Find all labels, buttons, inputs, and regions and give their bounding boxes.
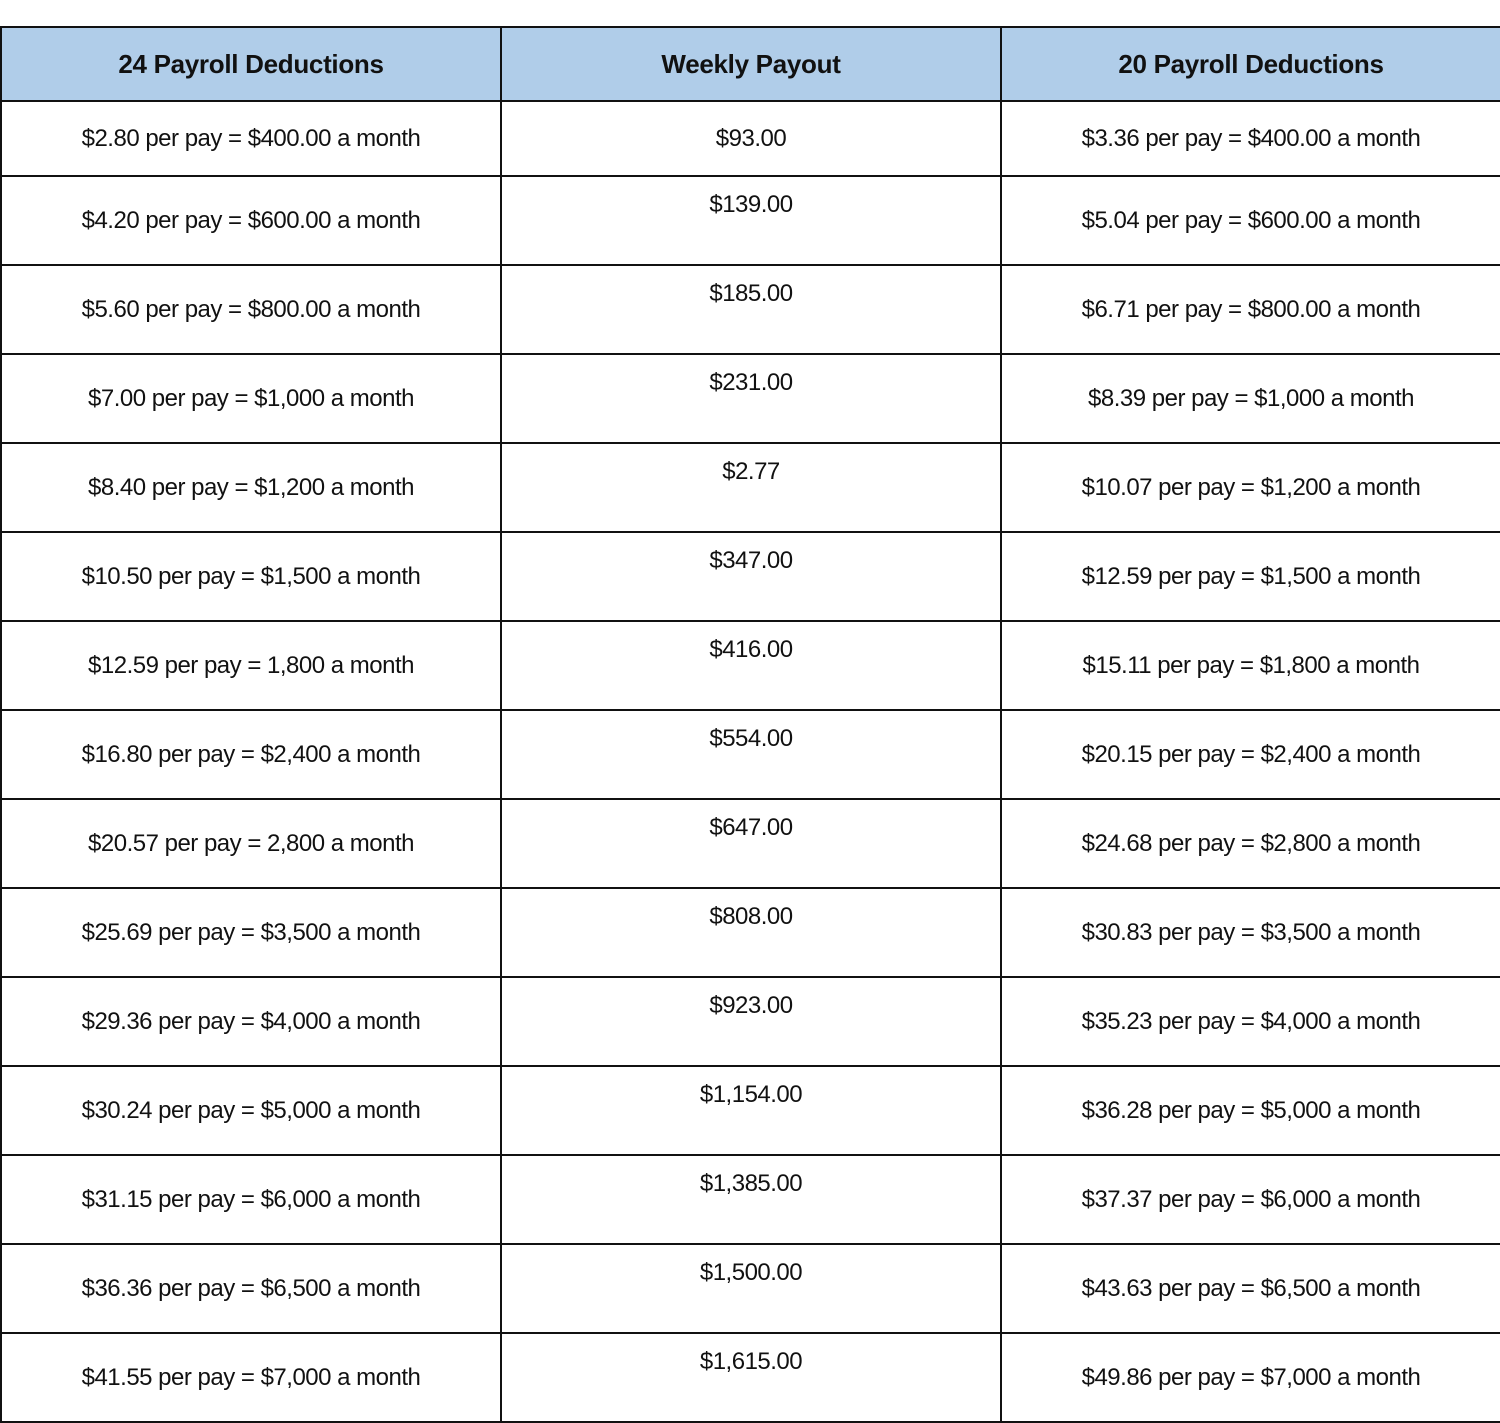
table-header-row <box>1 27 1500 101</box>
cell-weekly-payout: $808.00 <box>501 888 1001 977</box>
cell-24-deductions: $4.20 per pay = $600.00 a month <box>1 176 501 265</box>
cell-24-deductions: $10.50 per pay = $1,500 a month <box>1 532 501 621</box>
cell-24-deductions: $20.57 per pay = 2,800 a month <box>1 799 501 888</box>
cell-24-deductions: $12.59 per pay = 1,800 a month <box>1 621 501 710</box>
cell-24-deductions: $31.15 per pay = $6,000 a month <box>1 1155 501 1244</box>
table-row <box>1 710 1500 799</box>
header-weekly-payout: Weekly Payout <box>501 27 1001 101</box>
table-row <box>1 1155 1500 1244</box>
cell-24-deductions: $25.69 per pay = $3,500 a month <box>1 888 501 977</box>
cell-24-deductions: $41.55 per pay = $7,000 a month <box>1 1333 501 1422</box>
table-body <box>1 101 1500 1422</box>
cell-weekly-payout: $185.00 <box>501 265 1001 354</box>
table-row <box>1 176 1500 265</box>
cell-20-deductions: $15.11 per pay = $1,800 a month <box>1001 621 1500 710</box>
payroll-table-container <box>0 26 1500 1423</box>
cell-weekly-payout: $1,385.00 <box>501 1155 1001 1244</box>
table-row <box>1 621 1500 710</box>
cell-20-deductions: $20.15 per pay = $2,400 a month <box>1001 710 1500 799</box>
cell-weekly-payout: $1,615.00 <box>501 1333 1001 1422</box>
cell-20-deductions: $3.36 per pay = $400.00 a month <box>1001 101 1500 176</box>
table-row <box>1 888 1500 977</box>
cell-24-deductions: $36.36 per pay = $6,500 a month <box>1 1244 501 1333</box>
table-row <box>1 265 1500 354</box>
cell-20-deductions: $36.28 per pay = $5,000 a month <box>1001 1066 1500 1155</box>
cell-weekly-payout: $416.00 <box>501 621 1001 710</box>
header-24-payroll-deductions: 24 Payroll Deductions <box>1 27 501 101</box>
cell-weekly-payout: $1,154.00 <box>501 1066 1001 1155</box>
cell-24-deductions: $7.00 per pay = $1,000 a month <box>1 354 501 443</box>
cell-24-deductions: $29.36 per pay = $4,000 a month <box>1 977 501 1066</box>
table-row <box>1 977 1500 1066</box>
cell-20-deductions: $37.37 per pay = $6,000 a month <box>1001 1155 1500 1244</box>
cell-20-deductions: $8.39 per pay = $1,000 a month <box>1001 354 1500 443</box>
table-row <box>1 799 1500 888</box>
table-row <box>1 1066 1500 1155</box>
cell-weekly-payout: $231.00 <box>501 354 1001 443</box>
cell-weekly-payout: $1,500.00 <box>501 1244 1001 1333</box>
cell-weekly-payout: $139.00 <box>501 176 1001 265</box>
cell-20-deductions: $10.07 per pay = $1,200 a month <box>1001 443 1500 532</box>
cell-weekly-payout: $554.00 <box>501 710 1001 799</box>
cell-20-deductions: $35.23 per pay = $4,000 a month <box>1001 977 1500 1066</box>
cell-20-deductions: $49.86 per pay = $7,000 a month <box>1001 1333 1500 1422</box>
table-row <box>1 1333 1500 1422</box>
cell-weekly-payout: $647.00 <box>501 799 1001 888</box>
table-row <box>1 532 1500 621</box>
cell-20-deductions: $6.71 per pay = $800.00 a month <box>1001 265 1500 354</box>
cell-24-deductions: $30.24 per pay = $5,000 a month <box>1 1066 501 1155</box>
cell-24-deductions: $16.80 per pay = $2,400 a month <box>1 710 501 799</box>
cell-weekly-payout: $347.00 <box>501 532 1001 621</box>
cell-20-deductions: $5.04 per pay = $600.00 a month <box>1001 176 1500 265</box>
cell-24-deductions: $2.80 per pay = $400.00 a month <box>1 101 501 176</box>
payroll-deductions-table <box>0 26 1500 1423</box>
cell-24-deductions: $5.60 per pay = $800.00 a month <box>1 265 501 354</box>
table-row <box>1 443 1500 532</box>
table-row <box>1 101 1500 176</box>
cell-20-deductions: $30.83 per pay = $3,500 a month <box>1001 888 1500 977</box>
cell-20-deductions: $12.59 per pay = $1,500 a month <box>1001 532 1500 621</box>
cell-weekly-payout: $2.77 <box>501 443 1001 532</box>
cell-24-deductions: $8.40 per pay = $1,200 a month <box>1 443 501 532</box>
cell-20-deductions: $43.63 per pay = $6,500 a month <box>1001 1244 1500 1333</box>
header-20-payroll-deductions: 20 Payroll Deductions <box>1001 27 1500 101</box>
table-row <box>1 354 1500 443</box>
cell-weekly-payout: $93.00 <box>501 101 1001 176</box>
cell-weekly-payout: $923.00 <box>501 977 1001 1066</box>
cell-20-deductions: $24.68 per pay = $2,800 a month <box>1001 799 1500 888</box>
table-row <box>1 1244 1500 1333</box>
